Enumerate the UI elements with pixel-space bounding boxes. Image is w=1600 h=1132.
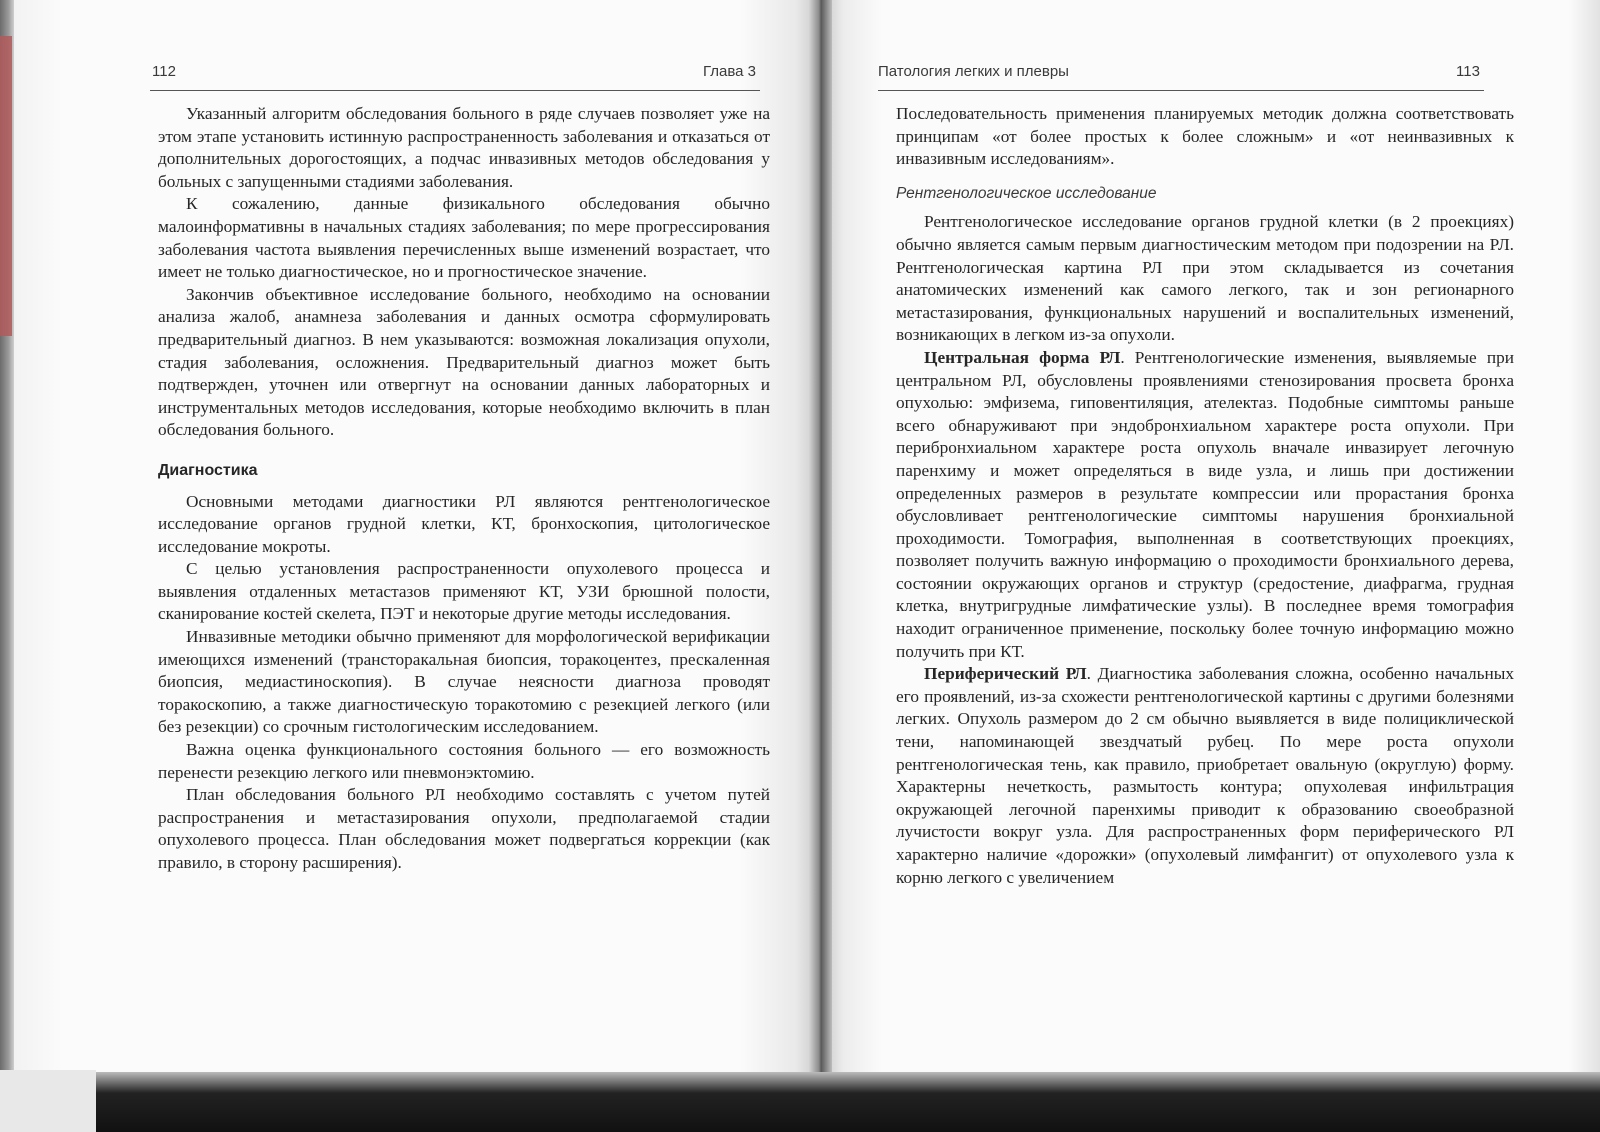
section-heading: Диагностика [158, 461, 258, 479]
scan-edge [0, 0, 14, 1132]
right-header-rule [878, 90, 1484, 91]
left-running-head: Глава 3 [703, 63, 757, 80]
paragraph: С целью установления распространенности опухолевого процесса и выявления отдаленных метастазов применяют КТ, УЗИ брюшной полости, сканирование костей скелета, ПЭТ и некоторые другие методы исследования. [158, 559, 770, 624]
right-page-number: 113 [1456, 63, 1480, 80]
subsection-heading: Рентгенологическое исследование [896, 184, 1157, 202]
paragraph: Последовательность применения планируемых методик должна соответствовать принципам «от более простых к более сложным» и «от неинвазивных к инвазивным исследованиям». [896, 104, 1514, 169]
book-gutter [808, 0, 832, 1100]
left-page-number: 112 [152, 63, 176, 80]
bold-lead-peripheral: Периферический РЛ [924, 664, 1087, 684]
left-page-body [158, 103, 770, 875]
paragraph-central-form [896, 347, 1514, 663]
peripheral-text: . Диагностика заболевания сложна, особенно начальных его проявлений, из-за схожести рентгенологической картины с другими болезнями легких. Опухоль размером до 2 см обычно выявляется в виде полициклической тени, напоминающей звездчатый рубец. По мере роста опухоли рентгенологическая тень, как правило, приобретает овальную (округлую) форму. Характерны нечеткость, размытость контура; опухолевая инфильтрация окружающей легочной паренхимы приводит к образованию своеобразной лучистости вокруг узла. Для распространенных форм периферического РЛ характерно наличие «дорожки» (опухолевый лимфангит) от опухолевого узла к корню легкого с увеличением [896, 664, 1514, 887]
paragraph: Инвазивные методики обычно применяют для морфологической верификации имеющихся изменений (трансторакальная биопсия, торакоцентез, прескаленная биопсия, медиастиноскопия). В случае неясности диагноза проводят торакоскопию, а также диагностическую торакотомию с резекцией легкого (или без резекции) со срочным гистологическим исследованием. [158, 627, 770, 737]
paragraph: Указанный алгоритм обследования больного в ряде случаев позволяет уже на этом этапе установить истинную распространенность заболевания и отказаться от дополнительных дорогостоящих, а подчас инвазивных методов обследования у больных с запущенными стадиями заболевания. [158, 104, 770, 191]
paragraph: Основными методами диагностики РЛ являются рентгенологическое исследование органов грудной клетки, КТ, бронхоскопия, цитологическое исследование мокроты. [158, 491, 770, 556]
scan-bottom-shadow [0, 1072, 1600, 1132]
paragraph: Закончив объективное исследование больного, необходимо на основании анализа жалоб, анамнеза заболевания и данных осмотра сформулировать предварительный диагноз. В нем указываются: возможная локализация опухоли, стадия заболевания, осложнения. Предварительный диагноз может быть подтвержден, уточнен или отвергнут на основании данных лабораторных и инструментальных методов исследования, которые необходимо включить в план обследования больного. [158, 284, 770, 440]
bold-lead-central: Центральная форма РЛ [924, 347, 1121, 367]
right-running-head: Патология легких и плевры [878, 63, 1069, 80]
right-page-body [896, 103, 1514, 889]
scan-bottom-corner [0, 1070, 96, 1132]
paragraph: План обследования больного РЛ необходимо составлять с учетом путей распространения и метастазирования опухоли, предполагаемой стадии опухолевого процесса. План обследования может подвергаться коррекции (как правило, в сторону расширения). [158, 785, 770, 872]
paragraph-peripheral [896, 663, 1514, 889]
paragraph: Важна оценка функционального состояния больного — его возможность перенести резекцию легкого или пневмонэктомию. [158, 740, 770, 782]
central-form-text: . Рентгенологические изменения, выявляемые при центральном РЛ, обусловлены проявлениями стенозирования просвета бронха опухолью: эмфизема, гиповентиляция, ателектаз. Подобные симптомы раньше всего обнаруживают при эндобронхиальном характере роста опухоли. При перибронхиальном характере роста опухоль вначале инвазирует легочную паренхиму и может определяться в виде узла, и лишь при достижении определенных размеров в результате компрессии или прорастания бронха обусловливает рентгенологические симптомы нарушения бронхиальной проходимости. Томография, выполненная в соответствующих проекциях, позволяет получить важную информацию о проходимости бронхиального дерева, состоянии окружающих органов и структур (средостение, диафрагма, грудная клетка, внутригрудные лимфатические узлы). В последнее время томография находит ограниченное применение, поскольку более точную информацию можно получить при КТ. [896, 347, 1514, 661]
paragraph: Рентгенологическое исследование органов грудной клетки (в 2 проекциях) обычно является самым первым диагностическим методом при подозрении на РЛ. Рентгенологическая картина РЛ при этом складывается из сочетания анатомических изменений как самого легкого, так и зон регионарного метастазирования, функциональных нарушений и воспалительных изменений, возникающих в легком из-за опухоли. [896, 212, 1514, 345]
paragraph: К сожалению, данные физикального обследования обычно малоинформативны в начальных стадиях заболевания; по мере прогрессирования заболевания частота выявления перечисленных выше изменений возрастает, что имеет не только диагностическое, но и прогностическое значение. [158, 194, 770, 282]
left-header-rule [150, 90, 760, 91]
